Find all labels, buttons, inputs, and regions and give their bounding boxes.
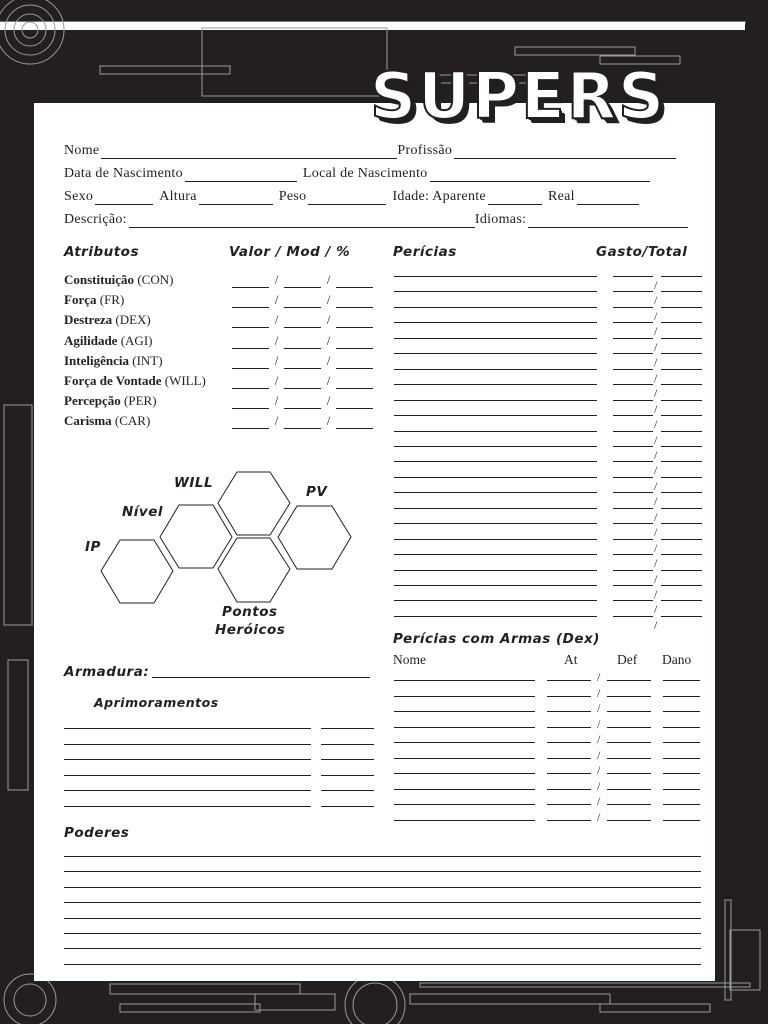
slash-separator: / <box>654 278 658 292</box>
attribute-name <box>64 413 232 429</box>
slash-separator: / <box>326 413 331 429</box>
weapon-dano-field[interactable] <box>663 711 700 712</box>
attribute-valor-field[interactable] <box>232 296 269 308</box>
skill-name-field[interactable] <box>394 585 597 586</box>
weapon-at-field[interactable] <box>547 804 591 805</box>
col-at: At <box>564 652 578 667</box>
weapon-at-field[interactable] <box>547 711 591 712</box>
attribute-mod-field[interactable] <box>284 357 321 369</box>
poder-field[interactable] <box>64 902 701 903</box>
attribute-mod-field[interactable] <box>284 417 321 429</box>
skill-gasto-field[interactable] <box>613 461 653 462</box>
weapon-name-field[interactable] <box>394 696 535 697</box>
attribute-valor-field[interactable] <box>232 337 269 349</box>
slash-separator: / <box>654 417 658 432</box>
skill-gasto-field[interactable] <box>613 570 653 571</box>
skill-gasto-field[interactable] <box>613 508 653 509</box>
attribute-mod-field[interactable] <box>284 337 321 349</box>
skill-total-field[interactable] <box>661 446 702 447</box>
weapon-dano-field[interactable] <box>663 758 700 759</box>
skill-gasto-field[interactable] <box>613 585 653 586</box>
attribute-label: Inteligência <box>64 352 129 368</box>
descricao-label: Descrição: <box>64 212 127 227</box>
slash-separator: / <box>654 587 658 601</box>
row-descricao <box>64 208 688 228</box>
skill-name-field[interactable] <box>394 523 597 524</box>
skill-name-field[interactable] <box>394 539 597 540</box>
slash-separator: / <box>326 272 331 287</box>
attribute-abbr: (INT) <box>132 352 163 368</box>
skill-gasto-field[interactable] <box>613 353 653 354</box>
weapon-def-field[interactable] <box>607 742 651 743</box>
skill-gasto-field[interactable] <box>613 477 653 478</box>
weapon-name-field[interactable] <box>394 711 535 712</box>
attribute-row <box>64 270 379 288</box>
skill-name-field[interactable] <box>394 307 597 308</box>
skill-name-field[interactable] <box>394 431 597 432</box>
poder-field[interactable] <box>64 933 701 934</box>
hex-will[interactable] <box>218 472 290 535</box>
attribute-fields <box>232 413 373 429</box>
slash-separator: / <box>654 478 658 493</box>
skill-name-field[interactable] <box>394 369 597 370</box>
weapon-at-field[interactable] <box>547 742 591 743</box>
attribute-valor-field[interactable] <box>232 397 269 409</box>
skill-name-field[interactable] <box>394 276 597 277</box>
attribute-label: Constituição <box>64 272 135 287</box>
attribute-pct-field[interactable] <box>336 377 373 389</box>
slash-separator: / <box>326 373 331 388</box>
sexo-field[interactable] <box>95 191 153 205</box>
attribute-mod-field[interactable] <box>284 276 321 288</box>
col-dano: Dano <box>662 652 692 667</box>
skill-total-field[interactable] <box>661 570 702 571</box>
attribute-valor-field[interactable] <box>232 357 269 369</box>
weapon-at-field[interactable] <box>547 727 591 728</box>
attribute-label: Percepção <box>64 393 121 409</box>
profissao-field[interactable] <box>454 145 676 159</box>
skill-total-field[interactable] <box>661 384 702 385</box>
attribute-pct-field[interactable] <box>336 397 373 409</box>
attribute-name <box>64 292 232 308</box>
poder-field[interactable] <box>64 964 701 965</box>
skill-name-field[interactable] <box>394 446 597 447</box>
weapon-name-field[interactable] <box>394 789 535 790</box>
attribute-label: Agilidade <box>64 332 118 348</box>
slash-separator: / <box>274 373 279 388</box>
skill-name-field[interactable] <box>394 353 597 354</box>
weapon-at-field[interactable] <box>547 789 591 790</box>
weapon-dano-field[interactable] <box>663 727 700 728</box>
attribute-label: Força de Vontade <box>64 373 162 388</box>
skill-gasto-field[interactable] <box>613 539 653 540</box>
skill-gasto-field[interactable] <box>613 616 653 617</box>
skill-name-field[interactable] <box>394 384 597 385</box>
skill-name-field[interactable] <box>394 291 597 292</box>
skill-total-field[interactable] <box>661 539 702 540</box>
weapon-at-field[interactable] <box>547 680 591 681</box>
attribute-abbr: (DEX) <box>115 312 151 328</box>
hex-label-will: WILL <box>174 475 214 491</box>
slash-separator: / <box>326 312 331 328</box>
idiomas-field[interactable] <box>528 214 688 228</box>
attribute-valor-field[interactable] <box>232 276 269 288</box>
col-def: Def <box>617 652 638 667</box>
weapon-def-field[interactable] <box>607 789 651 790</box>
slash-separator: / <box>597 732 601 746</box>
skill-gasto-field[interactable] <box>613 384 653 385</box>
skill-total-field[interactable] <box>661 554 702 555</box>
slash-separator: / <box>654 339 658 354</box>
slash-separator: / <box>654 525 658 540</box>
skill-gasto-field[interactable] <box>613 338 653 339</box>
slash-separator: / <box>654 432 658 447</box>
attribute-pct-field[interactable] <box>336 276 373 288</box>
skill-gasto-field[interactable] <box>613 523 653 524</box>
poder-field[interactable] <box>64 856 701 857</box>
slash-separator: / <box>654 401 658 416</box>
skill-total-field[interactable] <box>661 431 702 432</box>
weapon-dano-field[interactable] <box>663 789 700 790</box>
attribute-row <box>64 290 379 308</box>
attribute-pct-field[interactable] <box>336 417 373 429</box>
attribute-name <box>64 353 232 369</box>
skill-name-field[interactable] <box>394 400 597 401</box>
attribute-abbr: (WILL) <box>164 373 206 388</box>
skill-name-field[interactable] <box>394 508 597 509</box>
aprimoramento-cost-field[interactable] <box>321 744 374 745</box>
hex-pv[interactable] <box>278 506 351 569</box>
aprimoramento-cost-field[interactable] <box>321 790 374 791</box>
attribute-name <box>64 312 232 328</box>
altura-field[interactable] <box>199 191 273 205</box>
descricao-field[interactable] <box>129 214 475 228</box>
armadura-label: Armadura: <box>64 664 150 680</box>
skill-name-field[interactable] <box>394 616 597 617</box>
nome-field[interactable] <box>101 145 397 159</box>
poder-field[interactable] <box>64 871 701 872</box>
slash-separator: / <box>326 292 331 308</box>
sexo-label: Sexo <box>64 189 94 204</box>
idade-label: Idade: Aparente <box>392 189 486 204</box>
skill-name-field[interactable] <box>394 600 597 601</box>
row-nome-profissao <box>64 139 676 159</box>
slash-separator: / <box>654 602 658 617</box>
skill-total-field[interactable] <box>661 585 702 586</box>
slash-separator: / <box>597 685 601 700</box>
row-nascimento <box>64 162 650 182</box>
weapon-at-field[interactable] <box>547 773 591 774</box>
slash-separator: / <box>654 463 658 478</box>
attribute-name <box>64 333 232 349</box>
weapon-at-field[interactable] <box>547 758 591 759</box>
hex-label-pv: PV <box>306 484 328 500</box>
slash-separator: / <box>654 617 658 632</box>
slash-separator: / <box>654 556 658 571</box>
attribute-row <box>64 391 379 409</box>
weapon-def-field[interactable] <box>607 773 651 774</box>
slash-separator: / <box>274 292 279 308</box>
data-nascimento-label: Data de Nascimento <box>64 166 183 181</box>
aprimoramento-field[interactable] <box>64 806 311 807</box>
weapon-name-field[interactable] <box>394 773 535 774</box>
attribute-fields <box>232 353 373 369</box>
skill-total-field[interactable] <box>661 492 702 493</box>
weapon-at-field[interactable] <box>547 820 591 821</box>
attribute-fields <box>232 272 373 288</box>
poder-field[interactable] <box>64 918 701 919</box>
skill-gasto-field[interactable] <box>613 322 653 323</box>
skill-gasto-field[interactable] <box>613 446 653 447</box>
skill-gasto-field[interactable] <box>613 369 653 370</box>
skill-total-field[interactable] <box>661 523 702 524</box>
slash-separator: / <box>597 763 601 777</box>
armadura-field[interactable] <box>152 677 370 678</box>
attribute-label: Carisma <box>64 413 112 429</box>
local-nascimento-field[interactable] <box>430 168 650 182</box>
skill-name-field[interactable] <box>394 415 597 416</box>
aprimoramento-field[interactable] <box>64 759 311 760</box>
skill-total-field[interactable] <box>661 291 702 292</box>
slash-separator: / <box>274 312 279 328</box>
slash-separator: / <box>654 293 658 308</box>
skill-total-field[interactable] <box>661 508 702 509</box>
local-nascimento-label: Local de Nascimento <box>302 166 428 181</box>
aprimoramento-field[interactable] <box>64 744 311 745</box>
skill-name-field[interactable] <box>394 492 597 493</box>
attribute-pct-field[interactable] <box>336 357 373 369</box>
slash-separator: / <box>654 324 658 339</box>
poder-field[interactable] <box>64 948 701 949</box>
aprimoramento-field[interactable] <box>64 775 311 776</box>
skill-gasto-field[interactable] <box>613 291 653 292</box>
aprimoramento-cost-field[interactable] <box>321 806 374 807</box>
skill-total-field[interactable] <box>661 400 702 401</box>
skill-total-field[interactable] <box>661 307 702 308</box>
skill-name-field[interactable] <box>394 570 597 571</box>
hex-ip[interactable] <box>101 540 173 603</box>
skill-gasto-field[interactable] <box>613 276 653 277</box>
weapon-at-field[interactable] <box>547 696 591 697</box>
attribute-name <box>64 393 232 409</box>
slash-separator: / <box>326 352 331 368</box>
weapon-name-field[interactable] <box>394 758 535 759</box>
attribute-row <box>64 331 379 349</box>
aprimoramento-field[interactable] <box>64 790 311 791</box>
slash-separator: / <box>274 352 279 368</box>
skill-total-field[interactable] <box>661 322 702 323</box>
hex-label-heroicos: Heróicos <box>215 622 286 638</box>
weapon-def-field[interactable] <box>607 711 651 712</box>
weapon-dano-field[interactable] <box>663 742 700 743</box>
attribute-label: Força <box>64 292 97 308</box>
attribute-fields <box>232 312 373 328</box>
attribute-valor-field[interactable] <box>232 377 269 389</box>
slash-separator: / <box>654 308 658 323</box>
slash-separator: / <box>597 809 601 824</box>
hex-label-ip: IP <box>85 539 101 555</box>
skill-total-field[interactable] <box>661 276 702 277</box>
skill-total-field[interactable] <box>661 461 702 462</box>
poder-field[interactable] <box>64 887 701 888</box>
slash-separator: / <box>274 393 279 409</box>
attribute-mod-field[interactable] <box>284 316 321 328</box>
skill-total-field[interactable] <box>661 338 702 339</box>
skill-total-field[interactable] <box>661 616 702 617</box>
skill-gasto-field[interactable] <box>613 554 653 555</box>
attribute-pct-field[interactable] <box>336 296 373 308</box>
weapon-name-field[interactable] <box>394 804 535 805</box>
skill-total-field[interactable] <box>661 477 702 478</box>
attribute-abbr: (AGI) <box>120 332 153 348</box>
attribute-pct-field[interactable] <box>336 337 373 349</box>
hex-label-nivel: Nível <box>122 504 164 520</box>
pericias-columns: Gasto/Total <box>596 244 688 260</box>
hex-label-pontos: Pontos <box>222 604 278 620</box>
weapon-def-field[interactable] <box>607 804 651 805</box>
skill-gasto-field[interactable] <box>613 600 653 601</box>
weapon-name-field[interactable] <box>394 742 535 743</box>
slash-separator: / <box>274 332 279 348</box>
real-label: Real <box>547 189 575 204</box>
attribute-valor-field[interactable] <box>232 417 269 429</box>
weapon-name-field[interactable] <box>394 727 535 728</box>
nome-label: Nome <box>64 143 100 158</box>
atributos-columns: Valor / Mod / % <box>229 244 351 260</box>
attribute-abbr: (FR) <box>99 292 125 308</box>
altura-label: Altura <box>159 189 197 204</box>
page-title: SUPERS <box>370 60 667 134</box>
hex-nivel[interactable] <box>160 505 232 568</box>
slash-separator: / <box>597 747 601 762</box>
attribute-row <box>64 371 379 389</box>
slash-separator: / <box>654 370 658 385</box>
attribute-abbr: (CON) <box>137 272 174 287</box>
real-field[interactable] <box>577 191 639 205</box>
pericias-heading: Perícias <box>393 244 457 260</box>
weapon-dano-field[interactable] <box>663 696 700 697</box>
weapon-name-field[interactable] <box>394 680 535 681</box>
skill-name-field[interactable] <box>394 322 597 323</box>
attribute-label: Destreza <box>64 312 113 328</box>
aprimoramentos-heading: Aprimoramentos <box>94 695 219 710</box>
peso-label: Peso <box>278 189 307 204</box>
weapon-def-field[interactable] <box>607 727 651 728</box>
attribute-mod-field[interactable] <box>284 296 321 308</box>
attribute-pct-field[interactable] <box>336 316 373 328</box>
skill-total-field[interactable] <box>661 353 702 354</box>
attribute-name <box>64 272 232 288</box>
slash-separator: / <box>274 413 279 429</box>
weapon-def-field[interactable] <box>607 696 651 697</box>
attribute-fields <box>232 393 373 409</box>
aprimoramento-cost-field[interactable] <box>321 728 374 729</box>
slash-separator: / <box>654 355 658 370</box>
slash-separator: / <box>326 393 331 409</box>
peso-field[interactable] <box>308 191 386 205</box>
slash-separator: / <box>597 716 601 731</box>
skill-total-field[interactable] <box>661 369 702 370</box>
slash-separator: / <box>654 571 658 586</box>
slash-separator: / <box>597 701 601 715</box>
attribute-abbr: (CAR) <box>114 413 151 429</box>
attribute-row <box>64 411 379 429</box>
idiomas-label: Idiomas: <box>474 212 527 227</box>
weapon-dano-field[interactable] <box>663 820 700 821</box>
slash-separator: / <box>654 494 658 509</box>
skill-name-field[interactable] <box>394 554 597 555</box>
attribute-row <box>64 351 379 369</box>
attribute-mod-field[interactable] <box>284 397 321 409</box>
weapon-dano-field[interactable] <box>663 773 700 774</box>
skill-gasto-field[interactable] <box>613 400 653 401</box>
attribute-valor-field[interactable] <box>232 316 269 328</box>
aprimoramento-field[interactable] <box>64 728 311 729</box>
skill-name-field[interactable] <box>394 461 597 462</box>
slash-separator: / <box>274 272 279 287</box>
skill-gasto-field[interactable] <box>613 415 653 416</box>
col-nome: Nome <box>393 652 426 667</box>
skill-name-field[interactable] <box>394 477 597 478</box>
slash-separator: / <box>326 332 331 348</box>
slash-separator: / <box>654 540 658 555</box>
attribute-row <box>64 310 379 328</box>
weapon-name-field[interactable] <box>394 820 535 821</box>
atributos-heading: Atributos <box>64 244 139 260</box>
row-fisico <box>64 185 639 205</box>
slash-separator: / <box>597 794 601 808</box>
attribute-fields <box>232 292 373 308</box>
skill-total-field[interactable] <box>661 415 702 416</box>
slash-separator: / <box>597 670 601 684</box>
slash-separator: / <box>654 447 658 462</box>
attribute-fields <box>232 373 373 389</box>
skill-name-field[interactable] <box>394 338 597 339</box>
skill-gasto-field[interactable] <box>613 492 653 493</box>
weapon-def-field[interactable] <box>607 820 651 821</box>
skill-gasto-field[interactable] <box>613 431 653 432</box>
attribute-name <box>64 373 232 389</box>
aprimoramento-cost-field[interactable] <box>321 759 374 760</box>
weapon-dano-field[interactable] <box>663 804 700 805</box>
weapon-def-field[interactable] <box>607 758 651 759</box>
skill-gasto-field[interactable] <box>613 307 653 308</box>
weapon-dano-field[interactable] <box>663 680 700 681</box>
weapon-def-field[interactable] <box>607 680 651 681</box>
slash-separator: / <box>597 778 601 793</box>
aprimoramento-cost-field[interactable] <box>321 775 374 776</box>
attribute-mod-field[interactable] <box>284 377 321 389</box>
hex-pontos-heroicos[interactable] <box>218 538 290 602</box>
attribute-abbr: (PER) <box>124 393 157 409</box>
poderes-heading: Poderes <box>64 825 130 841</box>
attribute-fields <box>232 333 373 349</box>
idade-field[interactable] <box>488 191 542 205</box>
skill-total-field[interactable] <box>661 600 702 601</box>
slash-separator: / <box>654 509 658 524</box>
pericias-armas-heading: Perícias com Armas (Dex) <box>393 631 600 647</box>
profissao-label: Profissão <box>397 143 453 158</box>
slash-separator: / <box>654 386 658 401</box>
data-nascimento-field[interactable] <box>185 168 297 182</box>
